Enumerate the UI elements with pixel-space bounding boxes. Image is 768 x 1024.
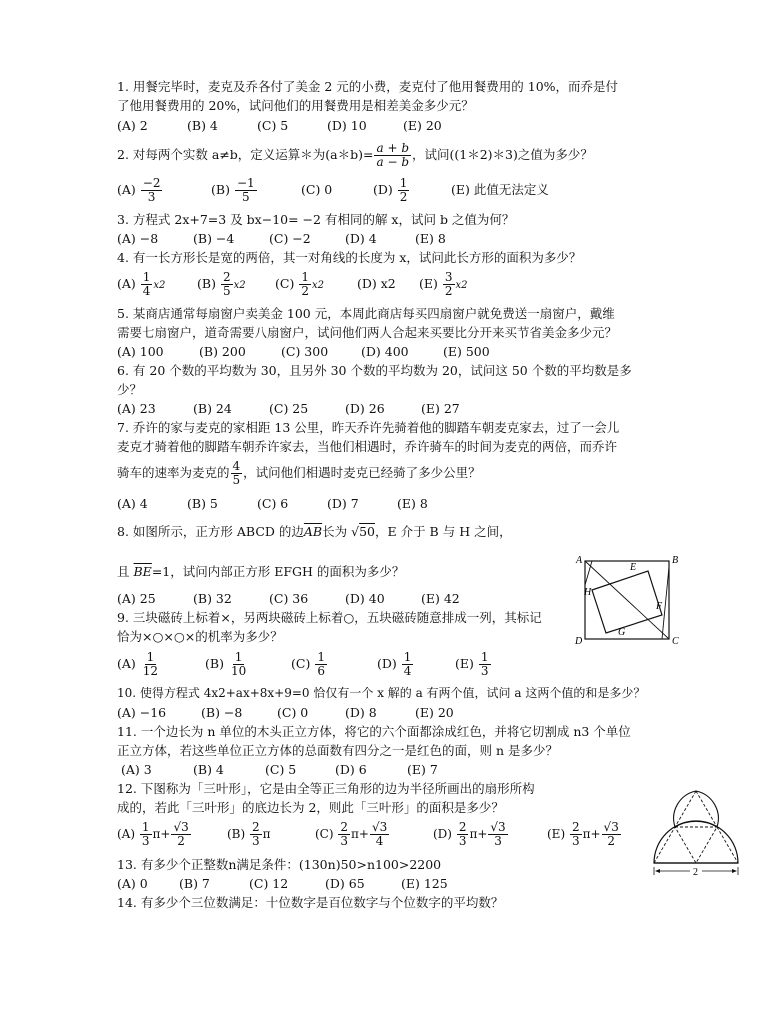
option: (B) 32 (193, 591, 232, 606)
option: (A) 100 (117, 344, 164, 359)
option: (B) $\frac{1}{10}$ (205, 650, 247, 678)
label-g: G (618, 627, 626, 638)
option: (E) $\frac{2}{3}$ π+ $\frac{√3}{2}$ (547, 820, 619, 848)
option: (A) −8 (117, 231, 159, 246)
option: (A) $\frac{1}{4}$ x2 (117, 270, 166, 298)
option: (E) 8 (415, 231, 446, 246)
option: (E) $\frac{1}{3}$ (455, 650, 489, 678)
problem-1-options (117, 118, 442, 133)
option: (B) −8 (201, 705, 243, 720)
option: (D) 7 (327, 496, 359, 511)
option: (E) 500 (443, 344, 490, 359)
option: (A) 4 (117, 496, 148, 511)
option: (A) 2 (117, 118, 148, 133)
frac-numerator: a + b (376, 141, 410, 155)
option: (C) 300 (281, 344, 329, 359)
option: (A) $\frac{1}{3}$ π+ $\frac{√3}{2}$ (117, 820, 189, 848)
problem-9-options (117, 648, 492, 680)
option: (A) −16 (117, 705, 167, 720)
problem-7-options (117, 496, 428, 511)
option: (E) 125 (401, 876, 448, 891)
option: (A) $\frac{1}{12}$ (117, 650, 159, 678)
option: (D) $\frac{1}{2}$ (373, 176, 408, 204)
problem-6-line-1: 6. 有 20 个数的平均数为 30，且另外 30 个数的平均数为 20，试问这 50 个数的平均数是多 (117, 363, 632, 378)
problem-8-options (117, 591, 460, 606)
option: (D) 26 (345, 401, 385, 416)
base-length-label: 2 (693, 867, 698, 878)
segment-be: $\overline{BE}$ (133, 564, 152, 579)
option: (D) x2 (357, 276, 396, 291)
option: (C) 25 (269, 401, 309, 416)
option: (B) 24 (193, 401, 232, 416)
label-d: D (575, 636, 583, 645)
problem-5-line-2: 需要七扇窗户，道奇需要八扇窗户，试问他们两人合起来买要比分开来买节省美金多少元？ (117, 325, 618, 340)
option: (B) $\frac{2}{5}$ x2 (197, 270, 246, 298)
problem-2-options (117, 174, 549, 206)
option: (A) 0 (117, 876, 148, 891)
segment-ab: $\overline{AB}$ (303, 524, 323, 539)
problem-3-options (117, 231, 446, 246)
label-h: H (584, 587, 592, 598)
problem-2-post: ，试问((1＊2)＊3)之值为多少？ (412, 147, 593, 162)
option: (D) 6 (335, 762, 367, 777)
option: (E) 8 (397, 496, 428, 511)
option: (A) 3 (121, 762, 152, 777)
problem-5-line-1: 5. 某商店通常每扇窗户卖美金 100 元，本周此商店每买四扇窗户就免费送一扇窗户，戴维 (117, 306, 615, 321)
option: (B) 4 (187, 118, 218, 133)
option: (D) $\frac{1}{4}$ (377, 650, 412, 678)
option: (B) 4 (193, 762, 224, 777)
label-b: B (672, 555, 679, 566)
option: (C) $\frac{2}{3}$ π+ $\frac{√3}{4}$ (315, 820, 388, 848)
option: (B) 5 (187, 496, 218, 511)
problem-9-line-1: 9. 三块磁砖上标着×，另两块磁砖上标着○，五块磁砖随意排成一列，其标记 (117, 610, 542, 625)
option: (E) 20 (415, 705, 454, 720)
option: (B) $\frac{-1}{5}$ (211, 176, 255, 204)
option: (E) $\frac{3}{2}$ x2 (419, 270, 468, 298)
problem-5-options (117, 344, 490, 359)
sqrt-radicand: 50 (359, 524, 375, 539)
option: (D) 400 (361, 344, 409, 359)
label-a: A (576, 555, 583, 566)
option: (B) 200 (199, 344, 246, 359)
problem-13-options (117, 876, 448, 891)
square-figure (572, 553, 684, 645)
problem-12-line-1: 12. 下图称为「三叶形」，它是由全等正三角形的边为半径所画出的扇形所构 (117, 781, 535, 796)
option: (A) 23 (117, 401, 156, 416)
problem-8-line-2: 且 $\overline{BE}=1$，试问内部正方形 EFGH 的面积为多少？ (117, 564, 405, 579)
problem-3-line: 3. 方程式 2x+7=3 及 bx−10= −2 有相同的解 x，试问 b 之值为何？ (117, 212, 515, 227)
problem-9-line-2: 恰为×○×○×的机率为多少？ (117, 629, 283, 644)
option: (D) $\frac{2}{3}$ π+ $\frac{√3}{3}$ (433, 820, 506, 848)
problem-12-line-2: 成的，若此「三叶形」的底边长为 2，则此「三叶形」的面积是多少？ (117, 800, 504, 815)
problem-8-line-1: 8. 如图所示，正方形 ABCD 的边$\overline{AB}$长为 √50，E 介于 B 与 H 之间， (117, 524, 512, 539)
option: (E) 20 (403, 118, 442, 133)
option: (D) 10 (327, 118, 367, 133)
option: (E) 7 (407, 762, 438, 777)
problem-1-line-2: 了他用餐费用的 20%，试问他们的用餐费用是相差美金多少元？ (117, 98, 474, 113)
problem-4-line: 4. 有一长方形长是宽的两倍，其一对角线的长度为 x，试问此长方形的面积为多少？ (117, 250, 582, 265)
option: (D) 4 (345, 231, 377, 246)
option: (C) $\frac{1}{2}$ x2 (275, 270, 324, 298)
option: (C) 5 (265, 762, 297, 777)
problem-10-options (117, 705, 454, 720)
option: (E) 此值无法定义 (451, 182, 549, 197)
problem-2-fraction (374, 142, 411, 169)
problem-11-line-1: 11. 一个边长为 n 单位的木头正立方体，将它的六个面都涂成红色，并将它切割成 n3 个单位 (117, 724, 631, 739)
problem-12-options (117, 818, 622, 850)
option: (C) 12 (249, 876, 289, 891)
option: (C) 5 (257, 118, 289, 133)
problem-7-fraction: $\frac{4}{5}$ (232, 459, 241, 487)
label-f: F (656, 601, 663, 612)
option: (E) 27 (421, 401, 460, 416)
option: (D) 65 (325, 876, 365, 891)
option: (D) 8 (345, 705, 377, 720)
option: (C) 6 (257, 496, 289, 511)
option: (C) 0 (301, 182, 333, 197)
problem-14-line: 14. 有多少个三位数满足：十位数字是百位数字与个位数字的平均数？ (117, 895, 504, 910)
problem-7-line-3: 骑车的速率为麦克的 $\frac{4}{5}$ ，试问他们相遇时麦克已经骑了多少公里？ (117, 459, 481, 487)
option: (C) $\frac{1}{6}$ (291, 650, 325, 678)
problem-7-line-2: 麦克才骑着他的脚踏车朝乔许家去，当他们相遇时，乔许骑车的时间为麦克的两倍，而乔许 (117, 439, 618, 454)
problem-4-options (117, 268, 468, 302)
problem-11-line-2: 正立方体，若这些单位正立方体的总面数有四分之一是红色的面，则 n 是多少？ (117, 743, 558, 758)
option: (E) 42 (421, 591, 460, 606)
problem-10-line: 10. 使得方程式 4x2+ax+8x+9=0 恰仅有一个 x 解的 a 有两个值，试问 a 这两个值的和是多少？ (117, 686, 646, 700)
frac-denominator: a − b (376, 155, 410, 169)
option: (B) $\frac{2}{3}$ π (227, 820, 271, 848)
option: (B) 7 (179, 876, 210, 891)
option: (D) 40 (345, 591, 385, 606)
problem-13-line: 13. 有多少个正整数n满足条件：(130n)50>n100>2200 (117, 857, 442, 872)
trefoil-figure (646, 783, 746, 879)
problem-1-line-1: 1. 用餐完毕时，麦克及乔各付了美金 2 元的小费，麦克付了他用餐费用的 10%，而乔是付 (117, 79, 619, 94)
problem-6-line-2: 少？ (117, 382, 143, 397)
problem-2-line (117, 138, 593, 172)
option: (A) $\frac{-2}{3}$ (117, 176, 161, 204)
problem-2-pre: 2. 对每两个实数 a≠b，定义运算＊为(a＊b)= (117, 147, 374, 162)
option: (B) −4 (193, 231, 235, 246)
label-e: E (630, 562, 637, 573)
problem-7-line-1: 7. 乔许的家与麦克的家相距 13 公里，昨天乔许先骑着他的脚踏车朝麦克家去，过了一会儿 (117, 420, 620, 435)
option: (C) 36 (269, 591, 309, 606)
option: (C) 0 (277, 705, 309, 720)
option: (C) −2 (269, 231, 311, 246)
label-c: C (672, 636, 679, 645)
problem-6-options (117, 401, 460, 416)
option: (A) 25 (117, 591, 156, 606)
problem-11-options (121, 762, 438, 777)
